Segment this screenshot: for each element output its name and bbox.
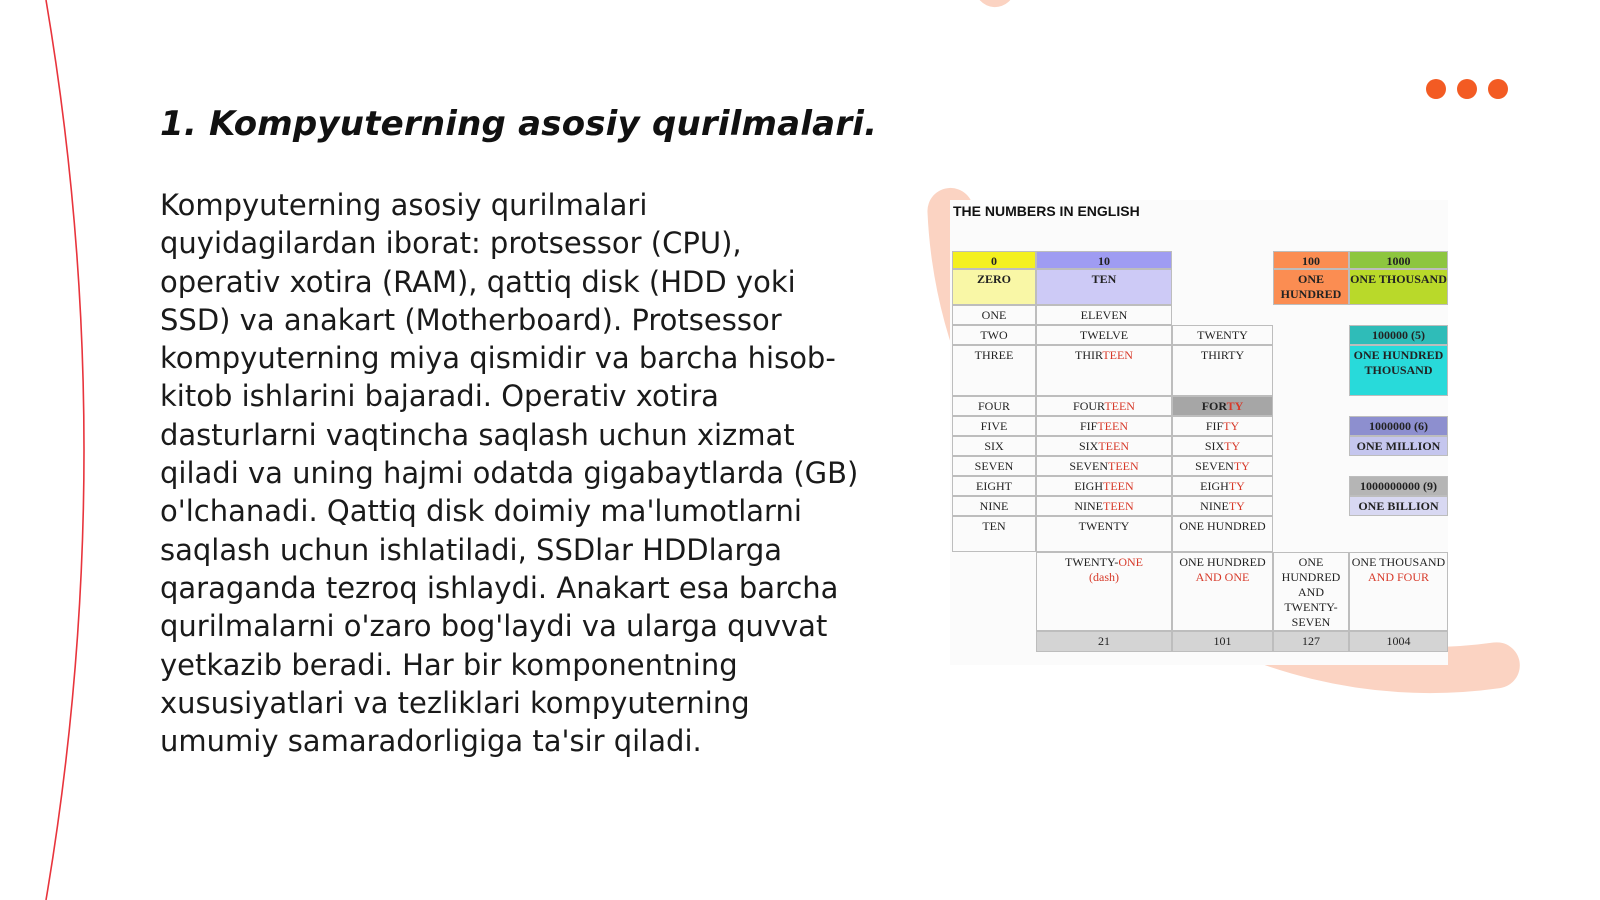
table-cell [1036, 251, 1172, 269]
cell-text: ONE HUNDRED [1179, 555, 1266, 569]
cell-text: THIRTY [1200, 348, 1245, 362]
table-cell [1036, 516, 1172, 552]
table-cell [952, 456, 1036, 476]
cell-suffix: TEEN [1108, 459, 1139, 473]
dots-menu [1426, 79, 1508, 99]
table-cell [1273, 552, 1349, 631]
cell-suffix: TY [1228, 479, 1245, 493]
cell-text: ONE MILLION [1356, 439, 1441, 453]
cell-text: SEVEN [1195, 459, 1234, 473]
cell-note: AND FOUR [1367, 570, 1429, 584]
table-cell [1172, 345, 1273, 396]
cell-suffix: TEEN [1103, 479, 1134, 493]
cell-text: EIGH [1074, 479, 1103, 493]
table-cell [1172, 436, 1273, 456]
table-cell [952, 476, 1036, 496]
left-curve-line [46, 0, 84, 900]
cell-text: ONE BILLION [1358, 499, 1439, 513]
slide-body-text: Kompyuterning asosiy qurilmalari quyidagilardan iborat: protsessor (CPU), operativ xotira (RAM), qattiq disk (HDD yoki SSD) va anakart (Motherboard). Protsessor kompyuterning miya qismidir va barcha hisob-kitob ishlarini bajaradi. Operativ xotira dasturlarni vaqtincha saqlash uchun xizmat qiladi va uning hajmi odatda gigabaytlarda (GB) o'lchanadi. Qattiq disk doimiy ma'lumotlarni saqlash uchun ishlatiladi, SSDlar HDDlarga qaraganda tezroq ishlaydi. Anakart esa barcha qurilmalarni o'zaro bog'laydi va ularga quvvat yetkazib beradi. Har bir komponentning xususiyatlari va tezliklari kompyuterning umumiy samaradorligiga ta'sir qiladi. [160, 188, 859, 759]
table-cell [1172, 416, 1273, 436]
table-cell [1172, 516, 1273, 552]
cell-text: FOUR [1073, 399, 1105, 413]
cell-text: SIX [1079, 439, 1099, 453]
cell-text: FIF [1205, 419, 1224, 433]
table-cell [1172, 476, 1273, 496]
cell-suffix: TY [1223, 419, 1240, 433]
table-cell [1349, 496, 1448, 516]
table-cell [1273, 251, 1349, 269]
table-cell [1349, 552, 1448, 631]
table-cell [1036, 552, 1172, 631]
table-cell [1036, 305, 1172, 325]
cell-text: ONE HUNDRED [1179, 519, 1266, 533]
table-cell [1036, 269, 1172, 305]
table-cell [952, 496, 1036, 516]
cell-text: ONE THOUSAND [1351, 555, 1446, 569]
cell-text: FIVE [980, 419, 1008, 433]
table-cell [952, 269, 1036, 305]
cell-text: EIGH [1200, 479, 1229, 493]
dot-icon [1457, 79, 1477, 99]
cell-suffix: TY [1224, 439, 1241, 453]
cell-text: ONE [981, 308, 1007, 322]
cell-text: NINE [979, 499, 1009, 513]
cell-text: TWENTY [1078, 519, 1130, 533]
cell-text: FOUR [977, 399, 1010, 413]
cell-text: SIX [1204, 439, 1225, 453]
cell-suffix: TY [1226, 399, 1244, 413]
cell-text: ONE HUNDRED THOUSAND [1353, 348, 1444, 377]
cell-text: THIR [1075, 348, 1103, 362]
table-cell [1273, 631, 1349, 652]
slide-heading: 1. Kompyuterning asosiy qurilmalari. [160, 104, 878, 144]
cell-text: NINE [1200, 499, 1229, 513]
table-cell [1349, 269, 1448, 305]
cell-text: THREE [974, 348, 1014, 362]
cell-text: 0 [991, 254, 997, 268]
cell-text: 1004 [1386, 634, 1411, 648]
table-cell [1172, 631, 1273, 652]
table-cell [1036, 631, 1172, 652]
cell-suffix: TEEN [1104, 399, 1135, 413]
table-cell [1036, 396, 1172, 416]
table-cell [1036, 416, 1172, 436]
table-cell [1172, 552, 1273, 631]
cell-text: FOR [1201, 399, 1227, 413]
table-cell [952, 396, 1036, 416]
cell-suffix: TEEN [1103, 499, 1134, 513]
numbers-table-image [950, 200, 1448, 665]
cell-text: 101 [1213, 634, 1232, 648]
cell-text: TWELVE [1079, 328, 1129, 342]
cell-text: NINE [1074, 499, 1103, 513]
table-cell [952, 325, 1036, 345]
cell-suffix: ONE [1118, 555, 1143, 569]
cell-note: AND ONE [1195, 570, 1250, 584]
cell-text: 1000 [1386, 254, 1411, 268]
table-cell [1172, 396, 1273, 416]
table-cell [1349, 345, 1448, 396]
cell-text: SEVEN [974, 459, 1014, 473]
cell-text: 100 [1302, 254, 1320, 268]
cell-note: (dash) [1089, 570, 1119, 584]
cell-text: FIF [1080, 419, 1098, 433]
table-cell [1349, 325, 1448, 345]
cell-text: TEN [982, 519, 1006, 533]
cell-text: TWO [980, 328, 1008, 342]
table-cell [1349, 476, 1448, 496]
cell-text: SIX [984, 439, 1004, 453]
table-title: THE NUMBERS IN ENGLISH [953, 203, 1140, 219]
cell-text: ZERO [976, 272, 1011, 286]
cell-text: TWENTY- [1065, 555, 1119, 569]
table-cell [952, 305, 1036, 325]
cell-suffix: TEEN [1097, 419, 1128, 433]
table-cell [1036, 456, 1172, 476]
cell-text: ONE HUNDRED [1280, 272, 1342, 301]
table-cell [1036, 325, 1172, 345]
cell-text: EIGHT [976, 479, 1012, 493]
cell-text: ONE HUNDRED AND TWENTY-SEVEN [1281, 555, 1341, 629]
cell-suffix: TEEN [1098, 439, 1129, 453]
cell-suffix: TY [1233, 459, 1250, 473]
table-cell [1172, 325, 1273, 345]
cell-text: TEN [1091, 272, 1117, 286]
cell-text: TWENTY [1197, 328, 1248, 342]
cell-text: SEVEN [1069, 459, 1108, 473]
cell-text: ELEVEN [1080, 308, 1128, 322]
dot-icon [1488, 79, 1508, 99]
table-cell [1349, 416, 1448, 436]
cell-text: 1000000000 (9) [1360, 479, 1437, 493]
table-cell [1172, 456, 1273, 476]
table-cell [1036, 436, 1172, 456]
cell-suffix: TEEN [1102, 348, 1133, 362]
table-cell [1349, 436, 1448, 456]
table-cell [1036, 476, 1172, 496]
cell-text: ONE THOUSAND [1350, 272, 1447, 286]
table-cell [952, 516, 1036, 552]
table-cell [1172, 496, 1273, 516]
table-cell [952, 251, 1036, 269]
table-cell [952, 436, 1036, 456]
cell-text: 10 [1098, 254, 1110, 268]
table-cell [1349, 631, 1448, 652]
table-cell [1273, 269, 1349, 305]
cell-text: 1000000 (6) [1369, 419, 1428, 433]
cell-text: 21 [1098, 634, 1110, 648]
table-cell [952, 345, 1036, 396]
cell-suffix: TY [1228, 499, 1245, 513]
table-cell [1036, 496, 1172, 516]
table-cell [1349, 251, 1448, 269]
cell-text: 100000 (5) [1372, 328, 1425, 342]
table-cell [1036, 345, 1172, 396]
cell-text: 127 [1302, 634, 1320, 648]
dot-icon [1426, 79, 1446, 99]
table-cell [952, 416, 1036, 436]
